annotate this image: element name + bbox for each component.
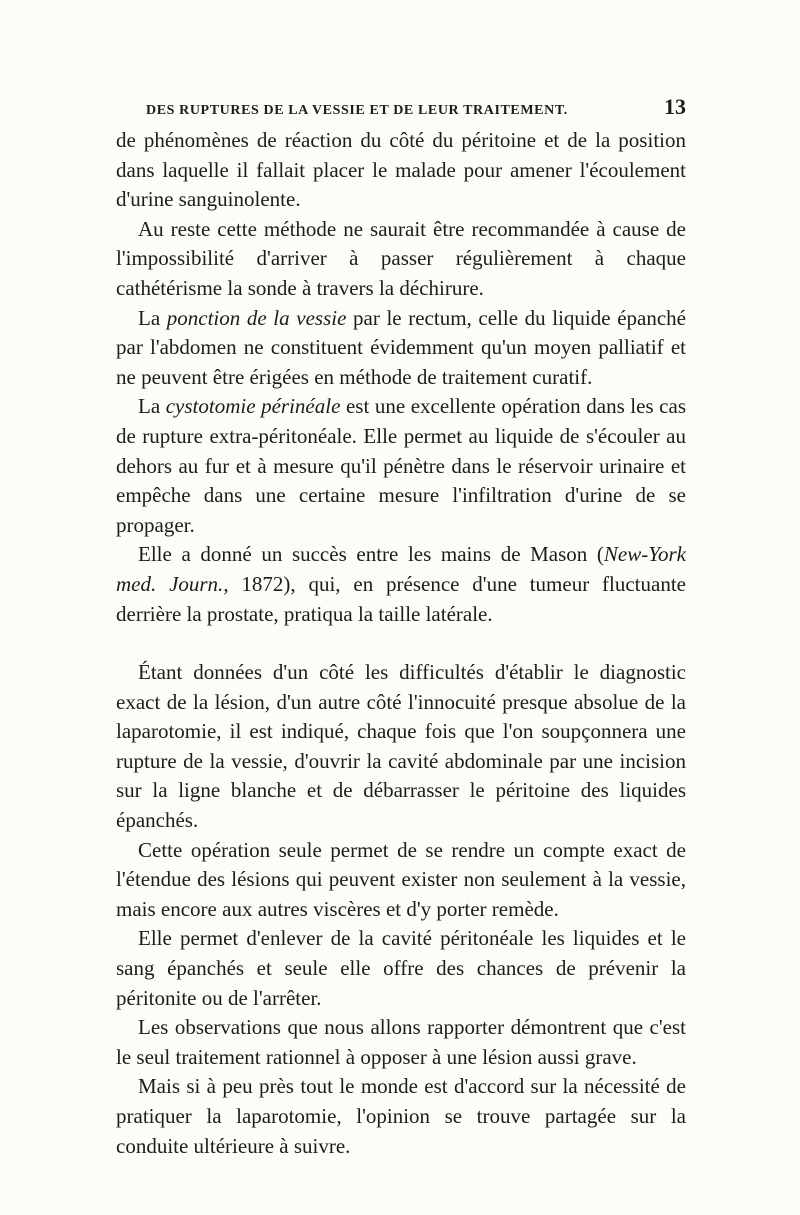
body-text — [116, 126, 686, 1161]
paragraph: Mais si à peu près tout le monde est d'accord sur la nécessité de pratiquer la laparotomie, l'opinion se trouve partagée sur la conduite ultérieure à suivre. — [116, 1074, 686, 1158]
page-number: 13 — [664, 94, 686, 119]
italic-term: ponction de la vessie — [166, 305, 347, 330]
paragraph: Elle permet d'enlever de la cavité péritonéale les liquides et le sang épanchés et seule elle offre des chances de prévenir la péritonite ou de l'arrêter. — [116, 926, 686, 1010]
paragraph: de phénomènes de réaction du côté du péritoine et de la position dans laquelle il fallait placer le malade pour amener l'écoulement d'urine sanguinolente. — [116, 128, 686, 212]
citation: New-York med. Journ. — [116, 542, 686, 596]
paragraph: La cystotomie périnéale est une excellente opération dans les cas de rupture extra-péritonéale. Elle permet au liquide de s'écouler au dehors au fur et à mesure qu'il pénètre dans le réservoir urinaire et empêche dans une certaine mesure l'infiltration d'urine de se propager. — [116, 394, 686, 537]
paragraph: Au reste cette méthode ne saurait être recommandée à cause de l'impossibilité d'arriver à passer régulièrement à chaque cathétérisme la sonde à travers la déchirure. — [116, 216, 686, 300]
running-title: DES RUPTURES DE LA VESSIE ET DE LEUR TRAITEMENT. — [146, 103, 568, 118]
page-header — [116, 94, 686, 124]
paragraph: Elle a donné un succès entre les mains de Mason (New-York med. Journ., 1872), qui, en présence d'une tumeur fluctuante derrière la prostate, pratiqua la taille latérale. — [116, 542, 686, 626]
paragraph: Étant données d'un côté les difficultés d'établir le diagnostic exact de la lésion, d'un autre côté l'innocuité presque absolue de la laparotomie, il est indiqué, chaque fois que l'on soupçonnera une rupture de la vessie, d'ouvrir la cavité abdominale par une incision sur la ligne blanche et de débarrasser le péritoine des liquides épanchés. — [116, 660, 686, 833]
paragraph: Cette opération seule permet de se rendre un compte exact de l'étendue des lésions qui peuvent exister non seulement à la vessie, mais encore aux autres viscères et d'y porter remède. — [116, 837, 686, 921]
paragraph: La ponction de la vessie par le rectum, celle du liquide épanché par l'abdomen ne constituent évidemment qu'un moyen palliatif et ne peuvent être érigées en méthode de traitement curatif. — [116, 305, 686, 389]
italic-term: cystotomie périnéale — [165, 394, 341, 419]
paragraph: Les observations que nous allons rapporter démontrent que c'est le seul traitement rationnel à opposer à une lésion aussi grave. — [116, 1015, 686, 1069]
